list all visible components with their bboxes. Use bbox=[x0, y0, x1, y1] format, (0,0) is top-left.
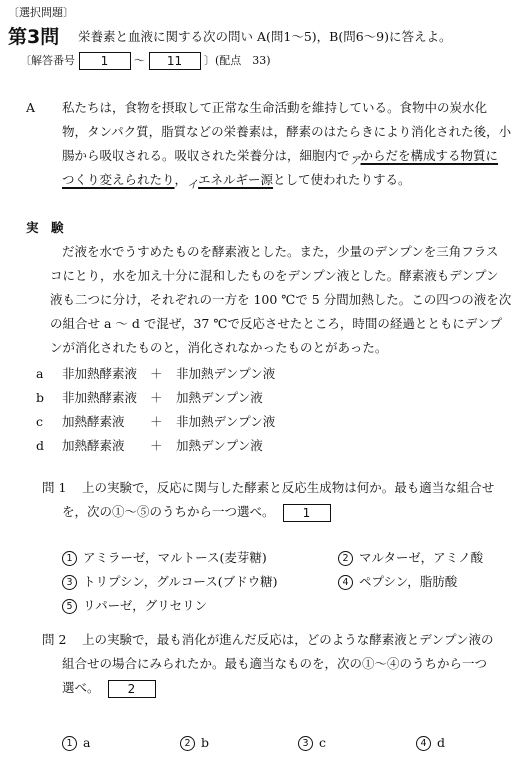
section-a-line-2: 物，タンパク質，脂質などの栄養素は，酵素のはたらきにより消化された後，小 bbox=[62, 124, 512, 139]
combo-plus: ＋ bbox=[150, 390, 163, 405]
combo-plus: ＋ bbox=[150, 438, 163, 453]
q1-choice[interactable] bbox=[62, 572, 277, 590]
choice-text: アミラーゼ，マルトース(麦芽糖) bbox=[83, 550, 267, 565]
combo-enzyme: 加熱酵素液 bbox=[62, 438, 125, 453]
combo-label: d bbox=[36, 438, 45, 453]
combo-starch: 加熱デンプン液 bbox=[176, 390, 263, 405]
q2-choice[interactable] bbox=[62, 735, 90, 751]
experiment-line: コにとり，水を加え十分に混和したものをデンプン液とした。酵素液もデンプン bbox=[50, 268, 499, 283]
category-label: 〔選択問題〕 bbox=[8, 6, 74, 19]
choice-text: b bbox=[201, 735, 210, 750]
choice-number-circle: 3 bbox=[62, 575, 77, 590]
combo-starch: 加熱デンプン液 bbox=[176, 438, 263, 453]
answer-tilde: ～ bbox=[134, 54, 145, 67]
experiment-heading: 実 験 bbox=[26, 220, 64, 235]
q2-line-2: 組合せの場合にみられたか。最も適当なものを，次の①～④のうちから一つ bbox=[62, 656, 488, 671]
kana-i-marker: イ bbox=[187, 178, 199, 191]
combo-enzyme: 非加熱酵素液 bbox=[62, 390, 138, 405]
combo-enzyme: 非加熱酵素液 bbox=[62, 366, 138, 381]
q1-answer-box[interactable]: 1 bbox=[283, 504, 331, 522]
combo-plus: ＋ bbox=[150, 366, 163, 381]
section-a-line-3 bbox=[62, 144, 498, 169]
section-a-line-3-text: 腸から吸収される。吸収された栄養分は，細胞内で bbox=[62, 148, 350, 163]
underline-a-text-cont: つくり変えられたり bbox=[62, 172, 175, 187]
choice-text: リパーゼ，グリセリン bbox=[83, 598, 208, 613]
answer-box-from: 1 bbox=[79, 52, 131, 70]
q1-choice[interactable] bbox=[62, 596, 207, 614]
q2-choice[interactable] bbox=[180, 735, 209, 751]
points-label: 〕(配点 33) bbox=[204, 54, 271, 67]
q2-answer-box[interactable]: 2 bbox=[108, 680, 156, 698]
underline-i-text: エネルギー源 bbox=[198, 172, 274, 187]
combo-plus: ＋ bbox=[150, 414, 163, 429]
choice-number-circle: 4 bbox=[416, 736, 431, 751]
choice-text: a bbox=[83, 735, 91, 750]
underline-a-text: からだを構成する物質に bbox=[360, 148, 499, 163]
choice-text: ペプシン，脂肪酸 bbox=[359, 574, 458, 589]
q2-line-3-text: 選べ。 bbox=[62, 680, 100, 695]
combo-starch: 非加熱デンプン液 bbox=[176, 366, 276, 381]
choice-number-circle: 4 bbox=[338, 575, 353, 590]
kana-a-marker: ア bbox=[349, 154, 361, 167]
q1-label: 問 1 bbox=[42, 480, 67, 495]
section-a-line-4 bbox=[62, 168, 411, 193]
comma: ， bbox=[174, 172, 188, 187]
experiment-line: の組合せ a ～ d で混ぜ，37 ℃で反応させたところ，時間の経過とともにデンプ bbox=[50, 316, 503, 331]
q2-line-3 bbox=[62, 676, 156, 700]
choice-text: トリプシン，グルコース(ブドウ糖) bbox=[83, 574, 278, 589]
choice-text: d bbox=[437, 735, 446, 750]
experiment-line: だ液を水でうすめたものを酵素液とした。また，少量のデンプンを三角フラス bbox=[62, 244, 499, 259]
combo-starch: 非加熱デンプン液 bbox=[176, 414, 276, 429]
question-number: 第3問 bbox=[8, 26, 60, 48]
experiment-line: ンが消化されたものと，消化されなかったものとがあった。 bbox=[50, 340, 388, 355]
q1-choice[interactable] bbox=[338, 572, 457, 590]
choice-number-circle: 1 bbox=[62, 551, 77, 566]
answer-box-to: 11 bbox=[149, 52, 201, 70]
q2-label: 問 2 bbox=[42, 632, 67, 647]
section-a-line-1: 私たちは，食物を摂取して正常な生命活動を維持している。食物中の炭水化 bbox=[62, 100, 488, 115]
combo-label: a bbox=[36, 366, 44, 381]
q1-line-2-text: を，次の①～⑤のうちから一つ選べ。 bbox=[62, 504, 275, 519]
q2-choice[interactable] bbox=[416, 735, 445, 751]
choice-number-circle: 5 bbox=[62, 599, 77, 614]
answer-range-row bbox=[20, 52, 271, 70]
choice-text: c bbox=[319, 735, 327, 750]
combo-enzyme: 加熱酵素液 bbox=[62, 414, 125, 429]
q2-line-1: 上の実験で，最も消化が進んだ反応は，どのような酵素液とデンプン液の bbox=[82, 632, 494, 647]
q1-line-2 bbox=[62, 500, 331, 524]
section-a-line-4-rest: として使われたりする。 bbox=[273, 172, 411, 187]
q1-line-1: 上の実験で，反応に関与した酵素と反応生成物は何か。最も適当な組合せ bbox=[82, 480, 495, 495]
choice-number-circle: 2 bbox=[338, 551, 353, 566]
q1-choice[interactable] bbox=[338, 548, 483, 566]
question-title: 栄養素と血液に関する次の問い A(問1～5)，B(問6～9)に答えよ。 bbox=[78, 29, 452, 44]
q2-choice[interactable] bbox=[298, 735, 326, 751]
combo-label: c bbox=[36, 414, 44, 429]
choice-text: マルターゼ，アミノ酸 bbox=[359, 550, 484, 565]
choice-number-circle: 3 bbox=[298, 736, 313, 751]
choice-number-circle: 1 bbox=[62, 736, 77, 751]
experiment-line: 液も二つに分け，それぞれの一方を 100 ℃で 5 分間加熱した。この四つの液を次 bbox=[50, 292, 512, 307]
answer-label: 〔解答番号 bbox=[20, 54, 75, 67]
section-a-marker: A bbox=[26, 100, 36, 115]
combo-label: b bbox=[36, 390, 45, 405]
choice-number-circle: 2 bbox=[180, 736, 195, 751]
q1-choice[interactable] bbox=[62, 548, 267, 566]
